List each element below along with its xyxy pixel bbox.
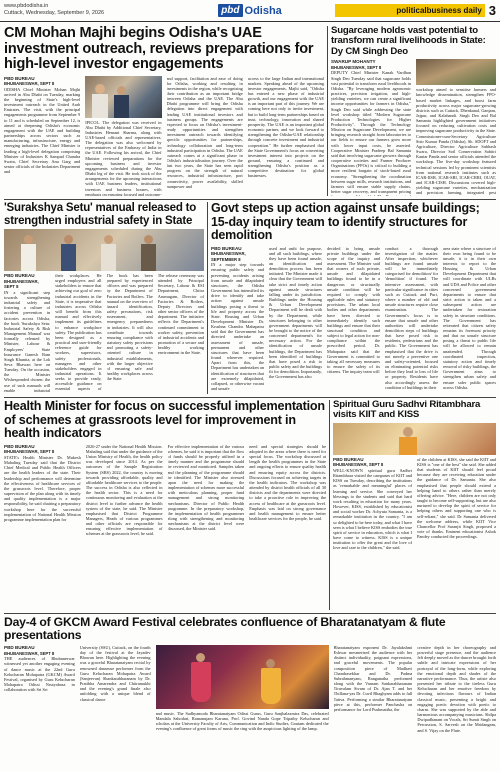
page-number: 3 [488,3,496,18]
section-bar [335,4,485,17]
byline: PBD BUREAU [333,456,364,462]
section-header [335,3,496,18]
article-column [334,645,413,768]
headline: Health Minister for focus on successful implementation of schemes at grassroots level for improvement in health indicators [4,400,325,441]
article-column [385,246,438,395]
article-column [55,273,101,393]
horizontal-rule [4,613,496,614]
brand-logo [170,3,330,18]
body-text: used and unfit for purpose, and all such buildings, where they have been found unsafe, an identification and demolition process has been initiated. The Minister made it clear that the Government will take strict and timely action against unsafe structures falling under its jurisdiction. Buildings under the Housing & Urban Development Department will be dealt with by the Department, while structures belonging to other government departments will be brought to the notice of the concerned department/s for necessary action. For the identification of unsafe buildings, the Department has been identified of buildings that have posed a risk to public safety and the buildings fit for demolition. Importantly, the Government has also [269,245,322,380]
sugarcane-photo [416,59,496,85]
horizontal-rule [4,199,496,200]
article-gkcm-festival [4,616,496,768]
headline: Sugarcane holds vast potential to transform rural livelihoods in State: Dy CM Singh Deo [331,26,486,57]
body-text: need and special strategies should be adopted in the areas where there is need for special focus. The workshop discussed at length the health programmes in the State and ongoing efforts to ensure quality health and ensuring equity across the districts. Discussions focused on achieving targets in the health indicators. The workshop was attended by district health officials of all 30 districts and the departments were directed to take a proactive role in improving the access of healthcare at the grassroots level. Emphasis was laid on strong governance and health management to ensure better healthcare services for the people, he said. [249,443,326,521]
body-text: STATE's Health Minister Dr. Mukesh Mahaling Tuesday said that the District Chief Medical and Public Health Officers are the health leaders of the state. Their leadership and performance will determine the effectiveness of healthcare services of the grassroots level. Therefore, proper supervision of the plan along with its timely and quality implementation is a major responsibility, he said chairing a preparatory workshop here for the successful implementation of National Health Mission programme implementation plan for [4,454,81,522]
article-column [327,246,380,395]
body-text: access to the large Indian and international markets. Speaking ahead of the upcoming investor engagements, Majhi said, "Odisha has entered a new phase of industrial growth, and our engagement with the UAE is an important part of this journey. We are coming here not only to invite investment, but to build long-term partnerships based on trust, technology, innovation and shared prosperity. The UAE is an important global economic partner, and we look forward to strengthening the Odisha-UAE relationship through concrete investment and industrial cooperation." He further emphasised that the State Government's focus on converting investment interest into projects on the ground, ensuring a continued and strengthening Odisha's position as a competitive destination for global businesses. [247,75,324,179]
body-text: University (SSU), Cuttack, on the fourth day of the festival at the Jayadev Bhawan here. Highlighting the evening was a graceful Bharatanatyam recital by renowned danseuse performer from the Guru Kelucharan Mohapatra Award (Sanjeevan) Shankarabharanam by Dr. Pratibha Amarendra and Chitramukhi and the evening's grand finale also unfolding with a unique blend of classical dance [79,645,151,702]
section-name: politicalbusiness daily [396,6,482,15]
website-url: www.pbdodisha.in [4,3,49,9]
body-text: conduct a thorough investigation of the matter. After inspection, whichever buildings are found unsafe will be immediately categorised for demolition/ for 'demolition' if found. The intensive assessment, with particular significance in cities such as Cuttack and Puri, where a number of old and unsafe structures require close examination. The Government's focus is to ensure that unsafe and other authorities will undertake demolition steps of buildings that have posed risk to residents, pedestrians and the public. The Government has emphasised that the drive is not merely a preventive one and safety-oriented, focused on eliminating potential risks before they lead to loss of life or property. Residents have also accordingly assess the condition of buildings in their [385,245,438,390]
body-text: The release ceremony was attended by Principal Secretary, Labour & ESI Department, Chitra Arumugam, Director of Factories & Boilers, Deputy Directors and other senior officers of the department. The initiative reflects the Department's continued commitment to worker safety, prevention of industrial accidents and promotion of a secure and healthy working environment in the State. [157,273,204,356]
article-column [417,645,496,768]
article-column [248,76,324,197]
dateline: BHUBANESWAR, SEPT 8 [4,81,55,87]
headline: Day-4 of GKCM Award Festival celebrates confluence of Bharatanatyam & flute presentations [4,616,446,642]
body-text: creative depth in her choreography and powerful stage presence, and the audience felt deeply moved as the dancer brought forth subtle and intricate expressions of her portrayal of the long-form, while exploring the emotional depth and shades of the narrative performance. Thus, the artiste also presented her tribute to the tireless Guru Kelucharan and her emotive freedom by devoting infectious flavours of Indian classical music, presenting a bright and engaging poetic devotion with poetic to charm. She was supported by the able and harmonious accompanying musicians. Shilpa Dwipadhanam on Vocals, Sri Sumit Singh on Percussion, S. Sarvesh on the Mridangam, and S. Vijay on the Flute. [417,645,496,733]
surakshya-photo [4,229,204,271]
article-column [249,444,326,610]
body-text: IN a major step towards ensuring public safety and preventing accidents arising from unsafe and dilapidated structures, the Odisha Government has intensified its drive to identify and take action against unsafe buildings posing a threat to life and property across the State. Housing and Urban Development Minister Dr. Krushna Chandra Mahapatra said that the Government has directed undertake an assessment of unsafe, permanent and other structures that have been found wherever required. Apart from this, the Department has undertaken an identification of structures that are extremely dilapidated, collapsed, or otherwise vacant and unsafe [211,262,264,392]
article-column [4,76,80,197]
dateline: BHUBANESWAR, SEPT 8 [4,278,39,290]
byline: SWARUP MOHANTY [331,59,376,65]
body-text: ODISHA Chief Minister Mohan Majhi arrived in Abu Dhabi on Tuesday, marking the beginning of State's high-level investment outreach in the United Arab Emirates. The visit, with the principal engagements programme from September 9 to 11 and is scheduled on September 12, is aimed at deepening Odisha's economic engagement with the UAE and building partnerships across sectors such as manufacturing, infrastructure, energy and emerging industries. The Chief Minister is leading a high-level delegation comprising Minister of Industries K Sampad Chandra Swain, Chief Secretary Anu Garg and senior officials of the Industries Department and [4,86,81,175]
article-column [85,76,161,197]
article-column [107,273,153,393]
article-column [80,645,151,768]
body-text: WELL-KNOWN spiritual guru Sadhvi Ritambhara visited the campuses of KIIT and KISS on Tuesday, describing the institutions as 'remarkable and meaningful' places of learning and service. She conveyed her blessings to the students and said that hard work resulting in education for many years. However, KISS, established by educationist and social worker Dr. Achyuta Samanta, is a remarkable institution in the country. "I am so delighted to be here today, and what I have seen is what I believe KISS embodies the true spirit of service in education, which is what I have come to witness. KISS is a unique institution to offer the great and the love of love and care to the children," she said. [333,468,412,551]
dateline: BHUBANESWAR, SEPT 8 [331,64,382,70]
article-sadhvi-ritambhara [333,400,496,610]
article-column [156,645,329,768]
body-text: and music. The Sadhyamoda Bharatanatyam Odissi Gurus, Guru Sanjhalaxmira Das, celebrated Mandala Sahodari, Ramanujam Karuna, Prof. Govind Nanda Gope Tripathy Kelucharan and scholars at the University Faculty of Arts, Communication and Indic Studies, Goutam dedicated the evening's confluence of great forms of music the ring with the auspicious lighting of the lamp. [155,711,329,732]
body-text: their workplaces. He urged employers and all stakeholders to ensure that achieving our goal of zero industrial accidents in the State, it is imperative that industries across Odisha will benefit from this manual and effectively implement its guidelines to enhance workplace safety. The publication has been designed as a practical and user-friendly reference guide for workers, supervisors, safety professionals, managers and other stakeholders engaged in industrial operations. It seeks to provide ready, accessible guidance on essential aspects of [55,273,102,392]
dateline: BHUBANESWAR, SEPT 8 [4,650,55,656]
article-column [331,59,411,196]
article-column [211,246,264,395]
article-column [269,246,322,395]
article-column [167,76,243,197]
sadhvi-photo [333,423,496,455]
byline: PBD BUREAU [211,245,242,251]
article-health-minister [4,400,326,610]
brand-pbd: pbd [218,4,242,17]
column-divider [327,26,328,196]
body-text: THE audiences of Bhubaneswar witnessed yet another engaging evening of dance music at the 22nd Guru Kelucharan Mohapatra (GKCM) Award Festival, organised by Guru Kelucharan Mohapatra Odissi Nrutyabasa in collaboration with Sri Sri [4,656,75,693]
body-text: decided to bring unsafe private buildings under the scope of the inquiry and assessment. The Minister said that owners of such private, unsafe and dilapidated buildings found to be in a dangerous or structurally unsafe condition will be required to comply with applicable rules and statutory provisions. The urban local bodies and other departments have been directed to immediately identify such buildings and ensure that their structural condition and subject to legal action for non-compliance within the prescribed period. Dr. Mahapatra said that the Government is committed to taking all necessary measures to ensure the safety of its citizens. The inquiry team will [327,245,380,375]
horizontal-rule [4,397,496,398]
article-surakshya-setu [4,202,204,394]
body-text: and support, facilitation and ease of doing for Odisha, working and resulting in investments in the region, while recognising their contribution as an important bridge between Odisha and the UAE. The Abu Dhabi programme will bring the Odisha delegation into direct engagement with leading UAE institutional investors and business groups. The engagements are expected to focus on Odisha's investment-ready opportunities and strengthen investment outreach towards identifying specific opportunities for partnerships, technology collaboration and long-term industrial participation in Odisha. The UAE outreach comes at a significant phase in Odisha's industrialisation journey. Over the last two years, the State has seen rapid progress on the strength of natural resources, industrial infrastructure, port connectivity, power availability, skilled manpower and [166,75,243,189]
body-text: For effective implementation of the various schemes, he said it is important that the flow of funds should be properly utilised in a timely manner and the programme should be reviewed and monitored. Samples taken and the planning of the programme should be identified. The Minister also stressed upon the need for making the implementation of schemes more successful with meticulous planning, proper fund management and strong monitoring mechanisms. Director of Public Health programme. In the preparatory workshop, the implementation of health programmes along with strengthening and monitoring mechanisms at the district level were discussed, the Minister said. [167,443,245,532]
body-text: 2026-27 under the National Health Mission. Mahaling said that under the guidance of the Union Ministry of Health, the health policy was developed since 2014. As per the outcomes of the Sample Registration System (SRS) 2022, the country is moving towards providing affordable, quality and affordable healthcare services to the people. The success in Odisha is also reflected in the health sector. This is a need for continuous monitoring and evaluation at the district level to further advance the health system of the state, he said. The Minister emphasised that District Programme Managers, Heads of various programmes and other officials are responsible for ensuring effective implementation of schemes at the grassroots level, he said. [85,443,163,537]
dateline: BHUBANESWAR, SEPTEMBER 8 [211,251,246,262]
dateline: BHUBANESWAR, SEPT 8 [4,449,55,455]
body-text: DEPUTY Chief Minister Kanak Vardhan Singh Deo Tuesday said that sugarcane holds vast potential to transform rural livelihoods in Odisha. "By leveraging modern agronomic practices, precision irrigation, and high-yielding varieties, we can create a significant income opportunities for farmers in Odisha," Singh Deo said while addressing the state level workshop titled "Modern Sugarcane Production Technologies for Higher Productivity". Through the Technology Mission on Sugarcane Development, we are bringing research straight from laboratories to our fields to ensure our farmers grow more with lower input costs, he asserted. Cooperative Minister Pradeep Bal Samanta said that involving sugarcane growers through cooperative societies and Farmer Producer Organisations (FPOs) is critical to building a more resilient bargain of stock-based rural economy. "Strengthening the coordination between sugar mills, research institutions, and farmers will ensure stable supply chains, better sugar recovery, and transparent pricing [331,70,411,194]
headline: 'Surakshya Setu' manual released to strengthen industrial safety in State [4,202,197,227]
article-sugarcane [331,26,496,196]
body-text: The book has been prepared by experienced officers and was prepared by the Department of Factories and Boilers. The manual on the overview of hazard identification, safety precautions, risk assessment, and emergency preparedness in industries. It will also contribute towards ensuring compliance with statutory safety provisions and promoting a safety-oriented culture in industrial establishments, with the larger objective of ensuring safe and healthy workplaces across the State. [106,273,153,382]
masthead [0,0,500,22]
headline: Govt steps up action against unsafe buildings; 15-day inquiry team to identify structures for demolition [211,202,480,242]
body-text: IPICOL. The delegation was received in Abu Dhabi by Additional Chief Secretary, Industries Hemant Sharma, along with UAE-based officials and representatives. The delegation was also welcomed by representatives of the Embassy of India in the UAE. Following his arrival, the Chief Minister reviewed preparations for the upcoming business and investor engagements scheduled during the Abu Dhabi leg of the visit. He took stock of the arrangements for the upcoming interactions with UAE business leaders, institutional investors and business houses, with emphasis on ensuring focused and outcome- [85,119,162,196]
article-unsafe-buildings [211,202,496,394]
byline: PBD BUREAU [4,443,35,449]
body-text: area state where a structure of their own being found to be unsafe, it is in their own interests to report to the Housing & Urban Development Department that will coordinate with ULBs and UDA and Police and other concerned government departments to ensure that strict action is taken and a subsequent action are undertaken for restoration safety in structure conditions. The Government has reiterated that citizen safety remains its foremost priority and that no unsafe structure posing a threat to public life will be allowed to remain unattended. Through coordinated inspection, statutory action and timely removal of risky buildings, the Government aims to strengthen urban safety and ensure safer public spaces across Odisha. [443,245,496,390]
cm-photo [85,76,161,118]
body-text: workshop aimed to sensitise farmers and knowledge dissemination, strengthen FPO-based market linkages, and boost farm productivity across major sugarcane-growing districts such as Cuttack, Dhenkanal, Ganjam, Jajpur, and Kalahandi. Singh Deo and Bal Samanta highlighted government initiatives focused on reducing cultivation costs and improving sugarcane productivity in the State. Commissioner-cum-Secretary Agriculture Sisir Kumar Panda (Odisha), Sh. SDOFT and Agriculture, Director Agriculture Subhash Swara, Director Soil Conservation Sabitri Kaniar Panda and senior officials attended the workshop. The five-day workshop featured technical sessions led by prominent scientists from national research institutes such as ICAR-IISR, ICAR-SBI, ICAR-CRRI, OUAT, and ICAR-CISH. Discussions covered high-yielding sugarcane varieties, mechanization and precision farming, integrated pest [416,87,496,196]
masthead-left [4,3,104,17]
article-column [4,645,75,768]
article-column [443,246,496,395]
article-column [158,273,204,393]
article-cm-uae [4,26,324,196]
byline: PBD BUREAU [4,645,35,650]
body-text: Bharatanatyam exponent Dr. Jayalakshmi Eshwar mesmerised the audience with her distinct individuality, poignant expressions, and graceful movements. The popular composition piece of Madhavi Chandrasekhar and Dr. Padma Subrahmanyam, Ranganatha performed along with the Varnam Sankarabharanam Tiruvalam Sivam of Dr. Ajan T. and her Thillana-yas Dr. Cuvil Bhaghyam adds to full Tattva. Performing a similar Bharatanatyam piece at this, performer Panchasha on performance for Lord Pushmattha, the [333,645,413,712]
column-divider [207,202,208,394]
article-column [168,444,245,610]
article-column [4,444,81,610]
article-column [333,457,412,610]
dateline: BHUBANESWAR, SEPT 8 [333,462,384,468]
body-text: IN a significant step towards strengthening industrial safety and fostering a culture of accident prevention in factories across Odisha, the book 'Surakshya Setu: Industrial Safety & Risk Management Manual' was formally released by Minister, Labour & Employees' State Insurance Ganesh Ram Singh Khuntia, at the Lok Seva Bhawan here on Tuesday. On the occasion, the Minister Wishesponded chosen: the use of such manuals will enable industrial [4,289,51,393]
byline: PBD BUREAU [4,273,35,278]
article-column [417,457,496,610]
column-divider [329,400,330,610]
article-column [86,444,163,610]
article-column [416,59,496,196]
headline: Spiritual Guru Sadhvi Ritambhara visits KIIT and KISS [333,400,481,421]
dance-photo [156,645,329,709]
headline: CM Mohan Majhi begins Odisha's UAE investment outreach, reviews preparations for high-level investor engagements [4,26,314,72]
byline: PBD BUREAU [4,75,35,81]
brand-odisha: Odisha [244,4,282,17]
masthead-date: Cuttack, Wednesday, September 9, 2026 [4,10,105,16]
body-text: of the children at KISS, she said the KIIT and KISS is "one of the best" she said. She added that students of KIIT should feel proud because they are receiving education under the guidance of Dr. Samanta. She also emphasised that people should extend a helping hand to others rather than merely offering advice. "Here, children are not only taught to become self-supporting, but are also nurtured to develop the spirit of service for helping others and supporting one who is self-reliant," she said. Dr Samanta delivered the welcome address, while KIIT Vice Chancellor Prof Saranjit Singh, proposed a vote of thanks. Eminent educationist Ashok Pandey conducted the proceedings. [417,456,496,540]
article-column [4,273,50,393]
